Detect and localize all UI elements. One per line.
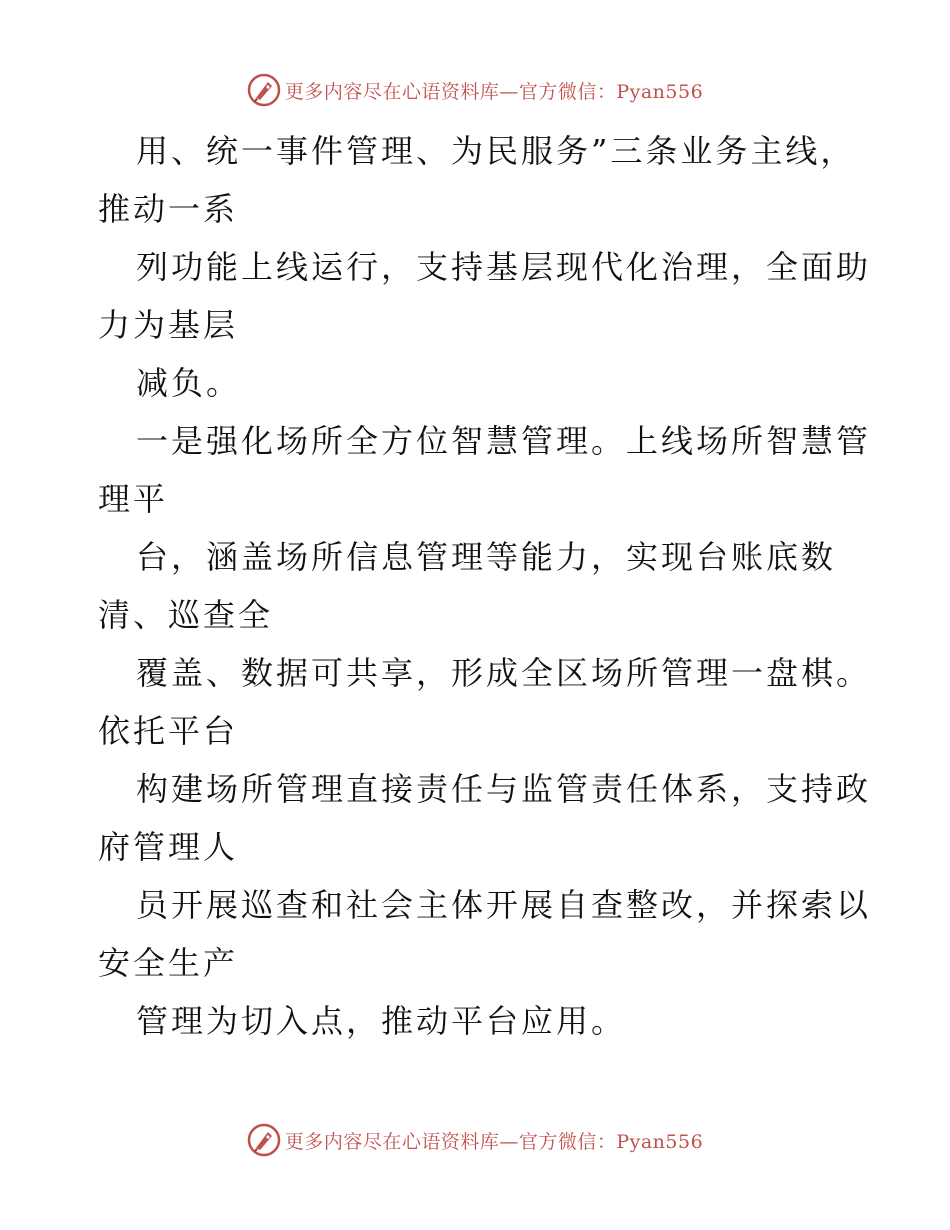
body-text-line: 一是强化场所全方位智慧管理。上线场所智慧管 [136,422,872,460]
body-text-line: 减负。 [136,364,242,402]
footer-watermark [0,1120,950,1160]
body-text-line: 安全生产 [98,944,239,982]
body-text-line: 构建场所管理直接责任与监管责任体系，支持政 [136,770,872,808]
body-text-line: 依托平台 [98,712,239,750]
body-text-line: 理平 [98,480,169,518]
body-text-line: 列功能上线运行，支持基层现代化治理，全面助 [136,248,872,286]
body-text-line: 台，涵盖场所信息管理等能力，实现台账底数 [136,538,837,576]
document-body [98,122,872,1050]
body-text-line: 推动一系 [98,190,239,228]
header-watermark [0,70,950,110]
body-text-line: 府管理人 [98,828,239,866]
body-text-line: 员开展巡查和社会主体开展自查整改，并探索以 [136,886,872,924]
pen-nib-logo-icon [247,1123,281,1157]
pen-nib-logo-icon [247,73,281,107]
body-text-line: 管理为切入点，推动平台应用。 [136,1002,627,1040]
watermark-text: 更多内容尽在心语资料库—官方微信：Pyan556 [284,1130,704,1153]
body-text-line: 力为基层 [98,306,239,344]
body-text-line: 覆盖、数据可共享，形成全区场所管理一盘棋。 [136,654,872,692]
body-text-line: 清、巡查全 [98,596,274,634]
watermark-text: 更多内容尽在心语资料库—官方微信：Pyan556 [284,80,704,103]
body-text-line: 用、统一事件管理、为民服务”三条业务主线， [136,132,856,170]
